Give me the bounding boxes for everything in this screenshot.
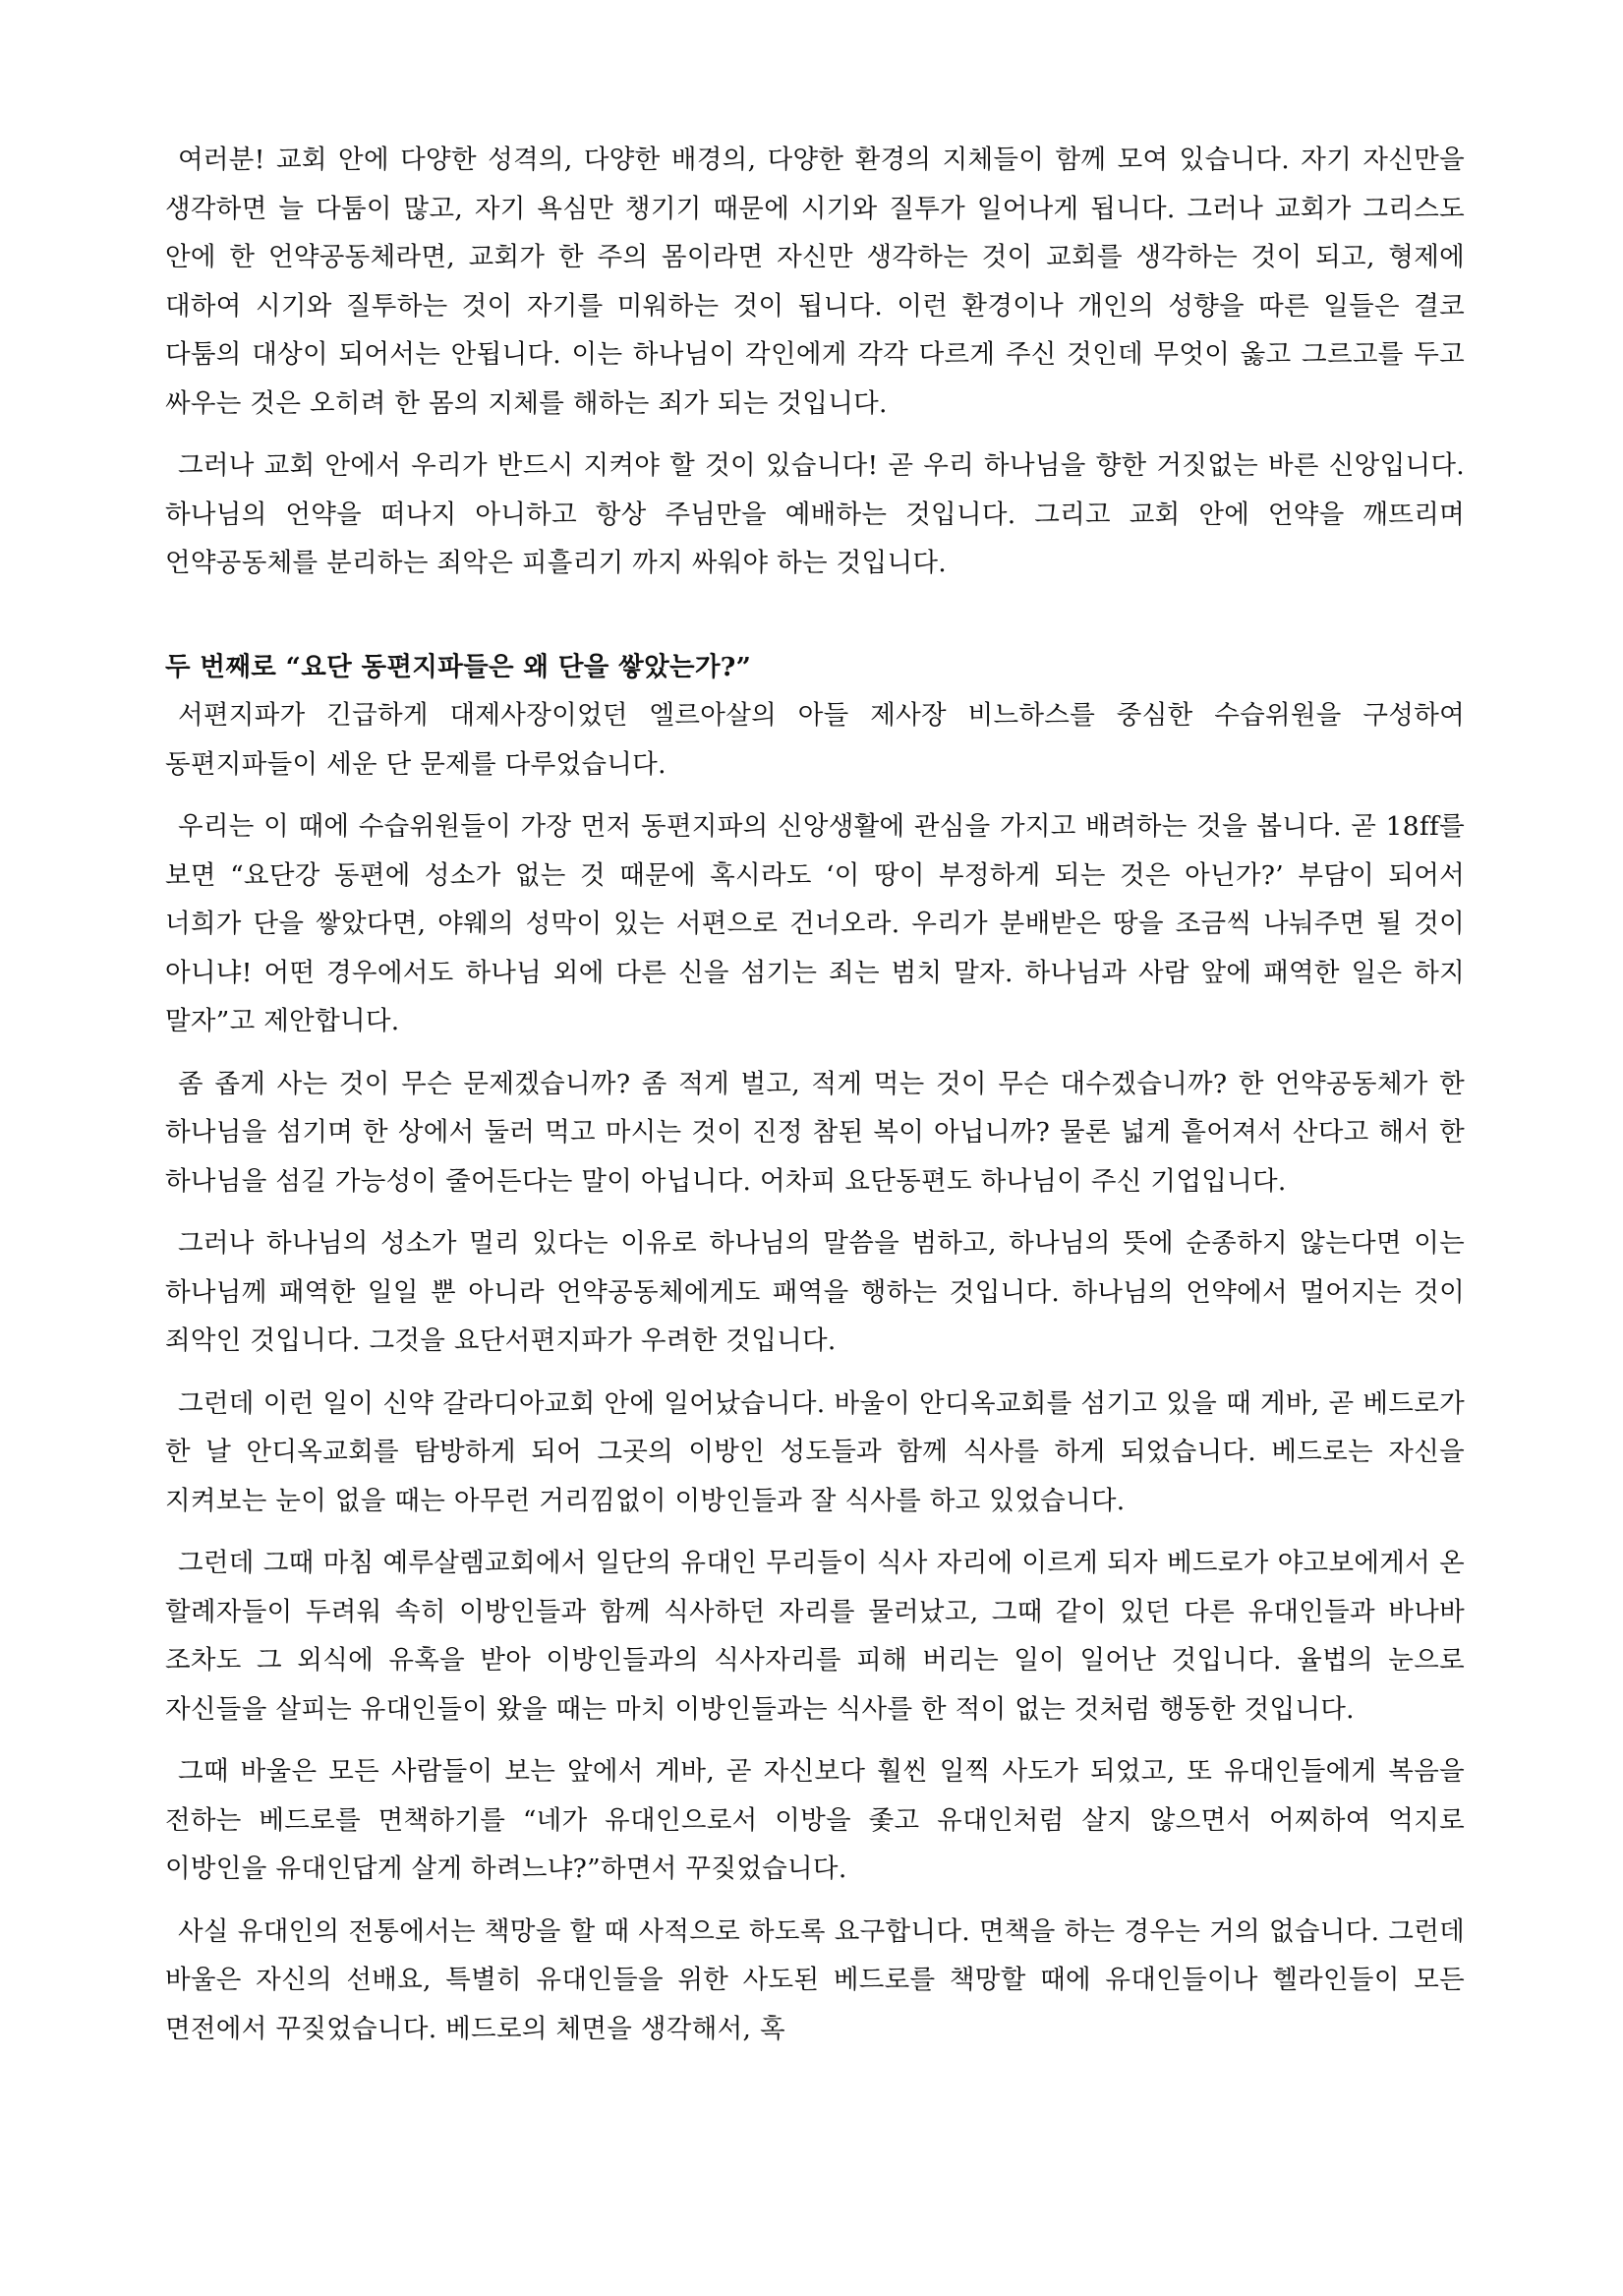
paragraph: 그러나 하나님의 성소가 멀리 있다는 이유로 하나님의 말씀을 범하고, 하나님의 뜻에 순종하지 않는다면 이는 하나님께 패역한 일일 뿐 아니라 언약공동체에게도 패역을 행하는 것입니다. 하나님의 언약에서 멀어지는 것이 죄악인 것입니다. 그것을 요단서편지파가 우려한 것입니다. xyxy=(165,1228,1465,1356)
paragraph: 그런데 그때 마침 예루살렘교회에서 일단의 유대인 무리들이 식사 자리에 이르게 되자 베드로가 야고보에게서 온 할례자들이 두려워 속히 이방인들과 함께 식사하던 자리를 물러났고, 그때 같이 있던 다른 유대인들과 바나바 조차도 그 외식에 유혹을 받아 이방인들과의 식사자리를 피해 버리는 일이 일어난 것입니다. 율법의 눈으로 자신들을 살피는 유대인들이 왔을 때는 마치 이방인들과는 식사를 한 적이 없는 것처럼 행동한 것입니다. xyxy=(165,1548,1465,1725)
paragraph: 서편지파가 긴급하게 대제사장이었던 엘르아살의 아들 제사장 비느하스를 중심한 수습위원을 구성하여 동편지파들이 세운 단 문제를 다루었습니다. xyxy=(165,700,1465,780)
paragraph: 사실 유대인의 전통에서는 책망을 할 때 사적으로 하도록 요구합니다. 면책을 하는 경우는 거의 없습니다. 그런데 바울은 자신의 선배요, 특별히 유대인들을 위한 사도된 베드로를 책망할 때에 유대인들이나 헬라인들이 모든 면전에서 꾸짖었습니다. 베드로의 체면을 생각해서, 혹 xyxy=(165,1915,1465,2044)
paragraph: 우리는 이 때에 수습위원들이 가장 먼저 동편지파의 신앙생활에 관심을 가지고 배려하는 것을 봅니다. 곧 18ff를 보면 “요단강 동편에 성소가 없는 것 때문에 혹시라도 ‘이 땅이 부정하게 되는 것은 아닌가?’ 부담이 되어서 너희가 단을 쌓았다면, 야웨의 성막이 있는 서편으로 건너오라. 우리가 분배받은 땅을 조금씩 나눠주면 될 것이 아니냐! 어떤 경우에서도 하나님 외에 다른 신을 섬기는 죄는 범치 말자. 하나님과 사람 앞에 패역한 일은 하지 말자”고 제안합니다. xyxy=(165,811,1465,1036)
paragraph: 그때 바울은 모든 사람들이 보는 앞에서 게바, 곧 자신보다 훨씬 일찍 사도가 되었고, 또 유대인들에게 복음을 전하는 베드로를 면책하기를 “네가 유대인으로서 이방을 좇고 유대인처럼 살지 않으면서 어찌하여 억지로 이방인을 유대인답게 살게 하려느냐?”하면서 꾸짖었습니다. xyxy=(165,1756,1465,1884)
section-heading: 두 번째로 “요단 동편지파들은 왜 단을 쌓았는가?” xyxy=(165,651,752,682)
paragraph: 그런데 이런 일이 신약 갈라디아교회 안에 일어났습니다. 바울이 안디옥교회를 섬기고 있을 때 게바, 곧 베드로가 한 날 안디옥교회를 탐방하게 되어 그곳의 이방인 성도들과 함께 식사를 하게 되었습니다. 베드로는 자신을 지켜보는 눈이 없을 때는 아무런 거리낌없이 이방인들과 잘 식사를 하고 있었습니다. xyxy=(165,1387,1465,1516)
paragraph: 좀 좁게 사는 것이 무슨 문제겠습니까? 좀 적게 벌고, 적게 먹는 것이 무슨 대수겠습니까? 한 언약공동체가 한 하나님을 섬기며 한 상에서 둘러 먹고 마시는 것이 진정 참된 복이 아닙니까? 물론 넓게 흩어져서 산다고 해서 한 하나님을 섬길 가능성이 줄어든다는 말이 아닙니다. 어차피 요단동편도 하나님이 주신 기업입니다. xyxy=(165,1068,1465,1197)
document-page xyxy=(165,136,1465,2067)
paragraph: 여러분! 교회 안에 다양한 성격의, 다양한 배경의, 다양한 환경의 지체들이 함께 모여 있습니다. 자기 자신만을 생각하면 늘 다툼이 많고, 자기 욕심만 챙기기 때문에 시기와 질투가 일어나게 됩니다. 그러나 교회가 그리스도 안에 한 언약공동체라면, 교회가 한 주의 몸이라면 자신만 생각하는 것이 교회를 생각하는 것이 되고, 형제에 대하여 시기와 질투하는 것이 자기를 미워하는 것이 됩니다. 이런 환경이나 개인의 성향을 따른 일들은 결코 다툼의 대상이 되어서는 안됩니다. 이는 하나님이 각인에게 각각 다르게 주신 것인데 무엇이 옳고 그르고를 두고 싸우는 것은 오히려 한 몸의 지체를 해하는 죄가 되는 것입니다. xyxy=(165,145,1465,419)
paragraph: 그러나 교회 안에서 우리가 반드시 지켜야 할 것이 있습니다! 곧 우리 하나님을 향한 거짓없는 바른 신앙입니다. 하나님의 언약을 떠나지 아니하고 항상 주님만을 예배하는 것입니다. 그리고 교회 안에 언약을 깨뜨리며 언약공동체를 분리하는 죄악은 피흘리기 까지 싸워야 하는 것입니다. xyxy=(165,450,1465,578)
